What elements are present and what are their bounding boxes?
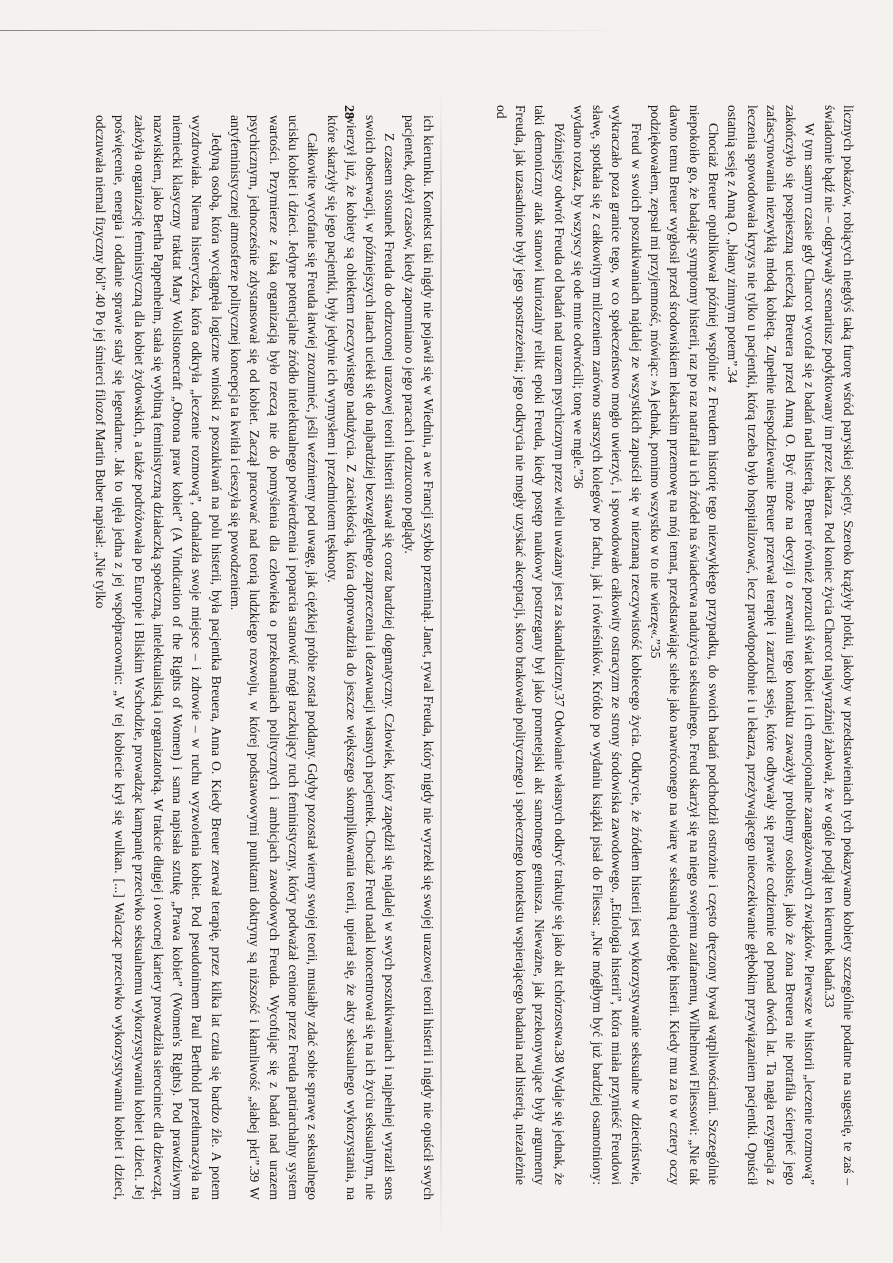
right-page	[0, 95, 438, 1220]
paragraph: W tym samym czasie gdy Charcot wycofał się z badań nad histerią, Breuer również porzucił świat kobiet i ich emocjonalne zaangażowanych związków. Pierwsze w historii „leczenie rozmową” zakończyło się pospieszną ucieczką Breuera przed Anną O. Być może na decyzji o zerwaniu tego kontaktu zaważyły problemy osobiste, jako że żona Breuera nie potrafiła ścierpieć jego zafascynowania niezwykłą młodą kobietą. Zupełnie niespodziewanie Breuer przerwał terapię i zarzucił sesje, które odbywały się prawie codziennie od ponad dwóch lat. Ta nagła rezygnacja z leczenia spowodowała kryzys nie tylko u pacjentki, którą trzeba było hospitalizować, lecz prawdopodobnie i u lekarza, przeżywającego nieoczekiwanie głębokim przywiązaniem pacjentki. Opuścił ostatnią sesję z Anną O. „błany zimnym potem”.34	[725, 105, 818, 1185]
paragraph: Jedyną osobą, która wyciągnęła logiczne wnioski z poszukiwań na polu histerii, była pacjentka Breuera, Anna O. Kiedy Breuer zerwał terapię, przez kilka lat czuła się bardzo źle. A potem wyzdrowiała. Niema histeryczka, która odkryła „leczenie rozmową”, odnalazła swoje miejsce – i zdrowie – w ruchu wyzwolenia kobiet. Pod pseudonimem Paul Berthold przetłumaczyła na niemiecki klasyczny traktat Mary Wollstonecraft „Obrona praw kobiet” (A Vindication of the Rights of Women) i sama napisała sztukę „Prawa kobiet” (Women's Rights). Pod prawdziwym nazwiskiem, jako Bertha Pappenheim, stała się wybitną feministyczną działaczką społeczną, intelektualistką i organizatorką. W trakcie długiej i owocnej kariery prowadziła sierociniec dla dziewcząt, założyła organizację feministyczną dla kobiet żydowskich, a także podróżowała po Europie i Bliskim Wschodzie, prowadząc kampanię przeciwko seksualnemu wykorzystywaniu kobiet i dzieci. Jej poświęcenie, energia i oddanie sprawie stały się legendarne. Jak to ujęła jedna z jej współpracownic: „W tej kobiecie krył się wulkan. [...] Walcząc przeciwko wykorzystywaniu kobiet i dzieci, odczuwała niemal fizyczny ból”.40 Po jej śmierci filozof Martin Buber napisał: „Nie tylko	[92, 115, 224, 1200]
left-page-text	[491, 105, 858, 1185]
paragraph: ich kierunku. Kontekst taki nigdy nie pojawił się w Wiedniu, a we Francji szybko przeminął. Janet, rywal Freuda, który nigdy nie wyrzekł się swojej urazowej teorii histerii i nigdy nie opuścił swych pacjentek, dożył czasów, kiedy zapomniano o jego pracach i odrzucono poglądy.	[401, 115, 436, 1200]
paragraph: Chociaż Breuer opublikował później wspólnie z Freudem historię tego niezwykłego przypadku, do swoich badań podchodził ostrożnie i często dręczony bywał wątpliwościami. Szczególnie niepokoiło go, że badając symptomy histerii, raz po raz natrafiał u ich źródeł na świadectwa nadużycia seksualnego. Freud skarżył się na niego swojemu zaufanemu, Wilhelmowi Fliessowi: „Nie tak dawno temu Breuer wygłosił przed środowiskiem lekarskim przemowę na mój temat, przedstawiając siebie jako nawróconego na wiarę w seksualną etiologię histerii. Kiedy mu za to w cztery oczy podziękowałem, zepsuł mi przyjemność, mówiąc: »A jednak, pomimo wszystko w to nie wierzę«.”35	[648, 105, 721, 1185]
paragraph: Późniejszy odwrót Freuda od badań nad urazem psychicznym przez wielu uważany jest za skandaliczny.37 Odwołanie własnych odkryć traktuje się jako akt tchórzostwa.38 Wydaje się jednak, że taki demoniczny atak stanowi kuriozalny relikt epoki Freuda, kiedy postęp naukowy postrzegany był jako prometejski akt samotnego geniusza. Nieważne, jak przekonywujące były argumenty Freuda, jak uzasadnione były jego spostrzeżenia; jego odkrycia nie mogły uzyskać akceptacji, skoro brakowało politycznego i społecznego kontekstu wspierającego badania nad histerią, niezależnie od	[493, 105, 567, 1185]
paragraph: licznych pokazów, robiących niegdyś taką furorę wśród paryskiej socjety. Szeroko krążyły plotki, jakoby w przedstawieniach tych pokazywano kobiety szczególnie podatne na sugestię, te zaś – świadomie bądź nie – odgrywały scenariusz podyktowany im przez lekarza. Pod koniec życia Charcot najwyraźniej żałował, że w ogóle podjął ten kierunek badań.33	[821, 105, 856, 1185]
right-page-text	[91, 115, 438, 1200]
scan-edge-line	[0, 30, 893, 31]
paragraph: Całkowite wycofanie się Freuda łatwiej zrozumieć, jeśli weźmiemy pod uwagę, jak ciężkiej próbie został poddany. Gdyby pozostał wierny swojej teorii, musiałby zdać sobie sprawę z seksualnego ucisku kobiet i dzieci. Jedyne potencjalne źródło intelektualnego potwierdzenia i poparcia stanowić mógł raczkujący ruch feministyczny, który podważał cenione przez Freuda patriarchalny system wartości. Przymierze z taką organizacją było rzeczą nie do pomyślenia dla człowieka o przekonaniach politycznych i ambicjach zawodowych Freuda. Wycofując się z badań nad urazem psychicznym, jednocześnie zdystansował się od kobiet. Zaczął pracować nad teorią ludzkiego rozwoju, w której podstawowymi punktami doktryny są niższość i kłamliwość „słabej płci”.39 W antyfeministycznej atmosferze politycznej koncepcja ta kwitła i cieszyła się powodzeniem.	[228, 115, 321, 1200]
paragraph: Freud w swoich poszukiwaniach najdalej ze wszystkich zapuścił się w nieznaną rzeczywistość kobiecego życia. Odkrycie, że źródłem histerii jest wykorzystywanie seksualne w dzieciństwie, wykraczało poza granice tego, w co społeczeństwo mogło uwierzyć, i spowodowało całkowity ostracyzm ze strony środowiska zawodowego. „Etiologia histerii”, która miała przynieść Freudowi sławę, spotkała się z całkowitym milczeniem zarówno starszych kolegów po fachu, jak i rówieśników. Krótko po wydaniu książki pisał do Fliessa: „Nie mógłbym być już bardziej osamotniony: wydano rozkaz, by wszyscy się ode mnie odwrócili; tonę we mgle.”36	[570, 105, 644, 1185]
page-number-left: 28	[341, 105, 356, 119]
paragraph: Z czasem stosunek Freuda do odrzuconej urazowej teorii histerii stawał się coraz bardziej dogmatyczny. Człowiek, który zapędził się najdalej w swych poszukiwaniach i najpełniej wyraził sens swoich obserwacji, w późniejszych latach uciekł się do najbardziej bezwzględnego zaprzeczenia i dezawuacji własnych pacjentek. Chociaż Freud nadal koncentrował się na ich życiu seksualnym, nie wierzył już, że kobiety są obiektem rzeczywistego nadużycia. Z zaciekłością, która doprowadziła do jeszcze większego skomplikowania teorii, upierał się, że akty seksualnego wykorzystania, na które skarżyły się jego pacjentki, były jedynie ich wymysłem i przedmiotem tęsknoty.	[324, 115, 398, 1200]
